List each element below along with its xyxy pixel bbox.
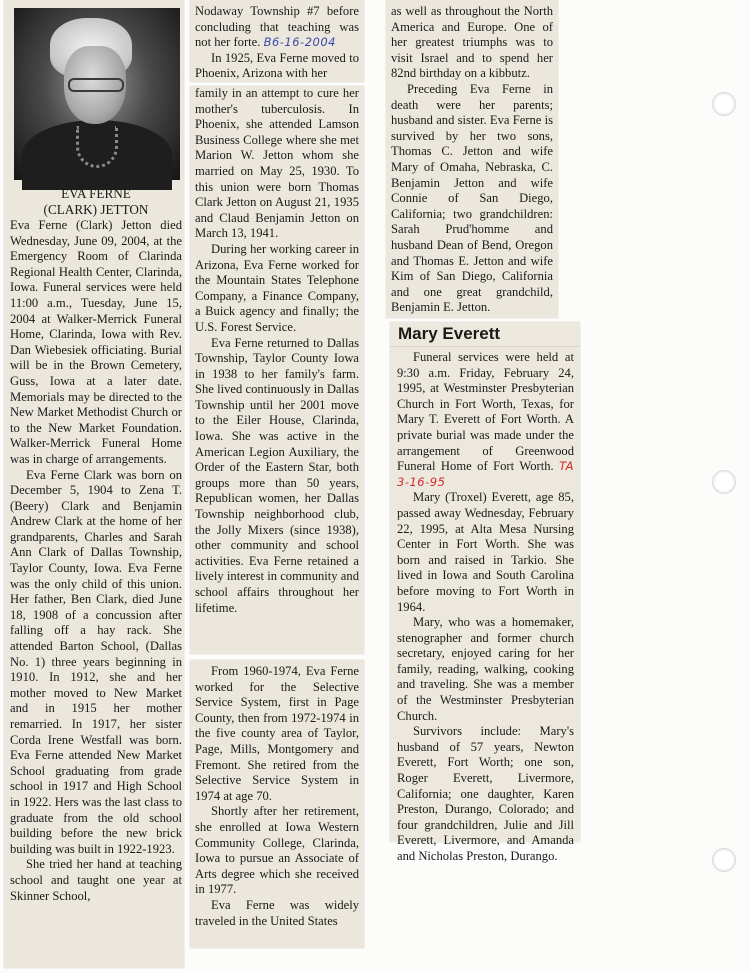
- eva-clipping-col3: [386, 0, 558, 318]
- eva-paragraph: Eva Ferne returned to Dallas Township, Taylor County Iowa in 1938 to her family's farm. She lived continuously in Dallas Township until her 2001 move to the Eiler House, Clarinda, Iowa. She was active in the American Legion Auxiliary, the Order of the Eastern Star, both groups more than 50 years, Republican women, her Dallas Township neighborhood club, the Jolly Mixers (since 1938), other community and school activities. Eva Ferne retained a lively interest in community and school affairs throughout her lifetime.: [195, 335, 359, 615]
- handwritten-date: TA 3-16-95: [397, 459, 574, 489]
- eva-clipping-col2-top: [190, 0, 364, 82]
- eva-paragraph: Eva Ferne Clark was born on December 5, 1904 to Zena T. (Beery) Clark and Benjamin Andrew Clark at the home of her grandparents, Charles and Sarah Ann Clark of Dallas Township, Taylor County, Iowa. Eva Ferne was the only child of this union. Her father, Ben Clark, died June 18, 1908 of a concussion after falling off a hay rack. She attended Barton School, (Dallas No. 1) three years beginning in 1910. In 1912, she and her mother moved to New Market and in 1915 her mother remarried. In 1917, her sister Corda Irene Westfall was born. Eva Ferne attended New Market School graduating from grade school in 1917 and High School in 1922. Hers was the last class to graduate from the old school building before the new brick building was built in 1922-1923.: [10, 467, 182, 856]
- eva-paragraph: family in an attempt to cure her mother's tuberculosis. In Phoenix, she attended Lamson Business College where she met Marion W. Jetton whom she married on May 25, 1930. To this union were born Thomas Clark Jetton on August 21, 1935 and Claud Benjamin Jetton on March 13, 1941.: [195, 86, 359, 241]
- eva-clipping-col2-lower: [190, 660, 364, 948]
- handwritten-date: B6-16-2004: [263, 35, 336, 50]
- portrait-photo-icon: [14, 8, 180, 180]
- obituary-title-line1: EVA FERNE: [61, 186, 131, 201]
- mary-paragraph: Mary (Troxel) Everett, age 85, passed away Wednesday, February 22, 1995, at Alta Mesa Nursing Center in Fort Worth. She was born and raised in Tarkio. She lived in Iowa and South Carolina before moving to Fort Worth in 1964.: [397, 490, 574, 614]
- eva-col1-text: [10, 218, 182, 904]
- mary-clipping: [390, 322, 580, 863]
- eva-paragraph: Shortly after her retirement, she enrolled at Iowa Western Community College, Clarinda, Iowa to pursue an Associate of Arts degree which she received in 1977.: [195, 804, 359, 897]
- eva-paragraph: She tried her hand at teaching school and taught one year at Skinner School,: [10, 857, 182, 903]
- eva-clipping-col1: [4, 0, 184, 968]
- mary-paragraph: Survivors include: Mary's husband of 57 years, Newton Everett, Fort Worth; one son, Roger Everett, Livermore, California; one daughter, Karen Preston, Durango, Colorado; and four grandchildren, Julie and Jill Everett, Livermore, and Amanda and Nicholas Preston, Durango.: [397, 724, 574, 863]
- eva-paragraph: From 1960-1974, Eva Ferne worked for the Selective Service System, first in Page County, then from 1972-1974 in the five county area of Taylor, Page, Mills, Montgomery and Fremont. She retired from the Selective Service System in 1974 at age 70.: [195, 664, 359, 803]
- binder-hole: [712, 92, 736, 116]
- eva-paragraph: During her working career in Arizona, Eva Ferne worked for the Mountain States Telephone Company, a Finance Company, a Buick agency and finally; the U.S. Forest Service.: [195, 241, 359, 334]
- eva-paragraph: Eva Ferne was widely traveled in the United States: [195, 897, 359, 928]
- obituary-title-line2: (CLARK) JETTON: [43, 202, 149, 217]
- binder-hole: [712, 470, 736, 494]
- eva-clipping-col2-main: [190, 86, 364, 654]
- binder-hole: [712, 848, 736, 872]
- mary-paragraph: Mary, who was a homemaker, stenographer and former church secretary, enjoyed caring for her family, reading, walking, cooking and traveling. She was a member of the Westminster Presbyterian Church.: [397, 615, 574, 723]
- eva-paragraph: Preceding Eva Ferne in death were her parents; husband and sister. Eva Ferne is survived by her two sons, Thomas C. Jetton and wife Mary of Omaha, Nebraska, C. Benjamin Jetton and wife Connie of San Diego, California; two grandchildren: Sarah Prud'homme and husband Dean of Bend, Oregon and Thomas E. Jetton and wife Kim of San Diego, California and one great grandchild, Benjamin E. Jetton.: [391, 81, 553, 315]
- eva-col2-top-line: Nodaway Township #7 before concluding that teaching was not her forte.: [195, 4, 359, 50]
- eva-paragraph: as well as throughout the North America and Europe. One of her greatest triumphs was to visit Israel and to spend her 82nd birthday on a kibbutz.: [391, 4, 553, 81]
- eva-paragraph: Eva Ferne (Clark) Jetton died Wednesday, June 09, 2004, at the Emergency Room of Clarinda Regional Health Center, Clarinda, Iowa. Funeral services were held 11:00 a.m., Tuesday, June 15, 2004 at Walker-Merrick Funeral Home, Clarinda, Iowa with Rev. Dan Wiebesiek officiating. Burial will be in the Brown Cemetery, Guss, Iowa at a later date. Memorials may be directed to the New Market Methodist Church or to the New Market Foundation. Walker-Merrick Funeral Home was in charge of arrangements.: [10, 218, 182, 466]
- eva-paragraph: In 1925, Eva Ferne moved to Phoenix, Arizona with her: [195, 50, 359, 81]
- mary-title: Mary Everett: [390, 322, 580, 347]
- mary-paragraph: Funeral services were held at 9:30 a.m. Friday, February 24, 1995, at Westminster Presbyterian Church in Fort Worth, Texas, for Mary T. Everett of Fort Worth. A private burial was made under the arrangement of Greenwood Funeral Home of Fort Worth.: [397, 350, 574, 474]
